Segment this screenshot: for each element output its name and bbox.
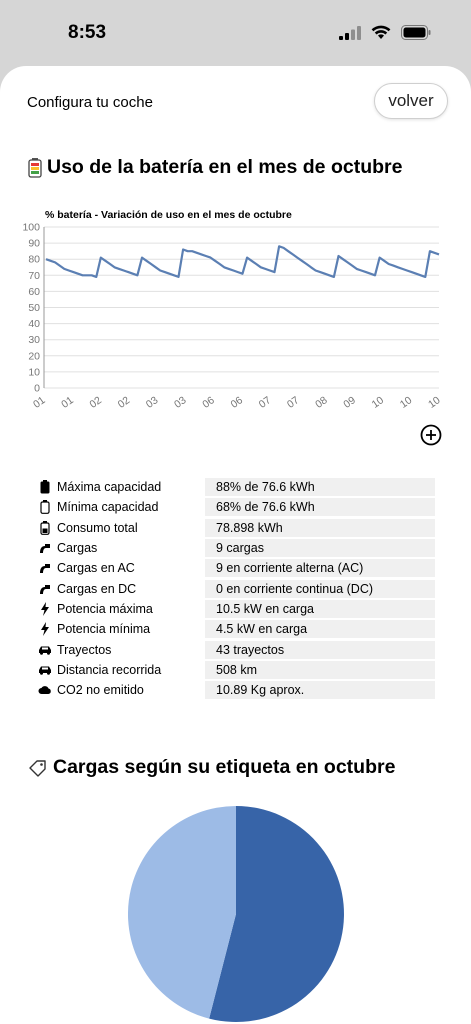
stat-label: Cargas en AC — [57, 561, 135, 576]
x-tick-label: 09 — [341, 394, 358, 411]
cloud-icon — [35, 685, 55, 695]
stat-value: 88% de 76.6 kWh — [205, 478, 435, 496]
stat-label: Cargas en DC — [57, 581, 137, 596]
charging-plug-icon — [35, 542, 55, 554]
x-tick-label: 07 — [256, 394, 274, 411]
y-tick-label: 80 — [28, 253, 40, 266]
wifi-icon — [371, 25, 391, 40]
stat-label: Consumo total — [57, 520, 138, 535]
x-tick-label: 02 — [115, 394, 133, 411]
x-tick-label: 01 — [59, 394, 76, 411]
stat-row — [35, 680, 435, 700]
stat-label: Cargas — [57, 541, 98, 556]
stat-label: CO2 no emitido — [57, 683, 144, 698]
y-tick-label: 100 — [22, 221, 40, 234]
battery-full-icon — [35, 480, 55, 494]
y-tick-label: 10 — [28, 366, 40, 379]
x-tick-label: 06 — [200, 394, 217, 411]
y-tick-label: 0 — [34, 382, 40, 395]
zoom-in-icon[interactable] — [420, 424, 442, 446]
charging-plug-icon — [35, 583, 55, 595]
charging-plug-icon — [35, 562, 55, 574]
bolt-icon — [35, 622, 55, 636]
x-tick-label: 07 — [284, 394, 302, 411]
x-tick-label: 10 — [397, 394, 415, 411]
y-tick-label: 60 — [28, 285, 40, 298]
stat-row — [35, 639, 435, 659]
y-tick-label: 70 — [28, 269, 40, 282]
stat-row — [35, 538, 435, 558]
series-line — [46, 246, 439, 277]
stat-value: 68% de 76.6 kWh — [205, 498, 435, 516]
battery-status-icon — [401, 25, 431, 40]
stat-row — [35, 497, 435, 517]
x-tick-label: 06 — [228, 394, 246, 411]
stat-value: 508 km — [205, 661, 435, 679]
x-tick-label: 03 — [143, 394, 161, 411]
stat-row — [35, 599, 435, 619]
settings-sheet — [0, 66, 471, 1024]
x-tick-label: 10 — [369, 394, 387, 411]
stat-value: 78.898 kWh — [205, 519, 435, 537]
y-tick-label: 90 — [28, 237, 40, 250]
stat-row — [35, 660, 435, 680]
labels-pie-chart — [128, 806, 344, 1022]
stat-value: 4.5 kW en carga — [205, 620, 435, 638]
battery-section-title — [28, 156, 402, 179]
labels-pie-svg — [128, 806, 344, 1022]
battery-icon — [28, 158, 42, 178]
bolt-icon — [35, 602, 55, 616]
x-tick-label: 08 — [313, 394, 330, 411]
status-bar — [0, 0, 471, 66]
stat-label: Distancia recorrida — [57, 662, 162, 677]
chart-title: % batería - Variación de uso en el mes de octubre — [45, 209, 292, 221]
stat-label: Máxima capacidad — [57, 480, 162, 495]
y-tick-label: 20 — [28, 350, 40, 363]
stat-value: 0 en corriente continua (DC) — [205, 580, 435, 598]
stat-value: 9 en corriente alterna (AC) — [205, 559, 435, 577]
back-button[interactable]: volver — [374, 83, 448, 119]
stat-label: Trayectos — [57, 642, 112, 657]
status-icons — [339, 25, 431, 40]
stat-value: 43 trayectos — [205, 641, 435, 659]
y-tick-label: 50 — [28, 302, 40, 314]
car-icon — [35, 645, 55, 655]
stat-label: Potencia máxima — [57, 601, 153, 616]
x-tick-label: 01 — [31, 394, 48, 411]
stat-row — [35, 619, 435, 639]
battery-line-chart — [0, 206, 471, 416]
signal-icon — [339, 26, 361, 40]
y-tick-label: 30 — [28, 334, 40, 347]
tag-icon — [28, 759, 48, 777]
battery-half-icon — [35, 521, 55, 535]
stat-row — [35, 477, 435, 497]
car-icon — [35, 665, 55, 675]
x-tick-label: 10 — [426, 394, 443, 411]
labels-section-title-text: Cargas según su etiqueta en octubre — [53, 756, 396, 778]
status-time: 8:53 — [68, 22, 107, 43]
stat-row — [35, 558, 435, 578]
stat-value: 10.89 Kg aprox. — [205, 681, 435, 699]
stat-value: 9 cargas — [205, 539, 435, 557]
stat-label: Mínima capacidad — [57, 500, 159, 515]
stats-table — [35, 477, 435, 700]
x-tick-label: 02 — [87, 394, 104, 411]
sheet-title: Configura tu coche — [27, 94, 153, 111]
battery-chart — [0, 206, 471, 416]
y-tick-label: 40 — [28, 318, 40, 331]
stat-row — [35, 578, 435, 598]
stat-value: 10.5 kW en carga — [205, 600, 435, 618]
stat-label: Potencia mínima — [57, 622, 151, 637]
stat-row — [35, 518, 435, 538]
battery-section-title-text: Uso de la batería en el mes de octubre — [47, 156, 403, 178]
x-tick-label: 03 — [172, 394, 189, 411]
labels-section-title — [28, 756, 395, 779]
battery-empty-icon — [35, 500, 55, 514]
